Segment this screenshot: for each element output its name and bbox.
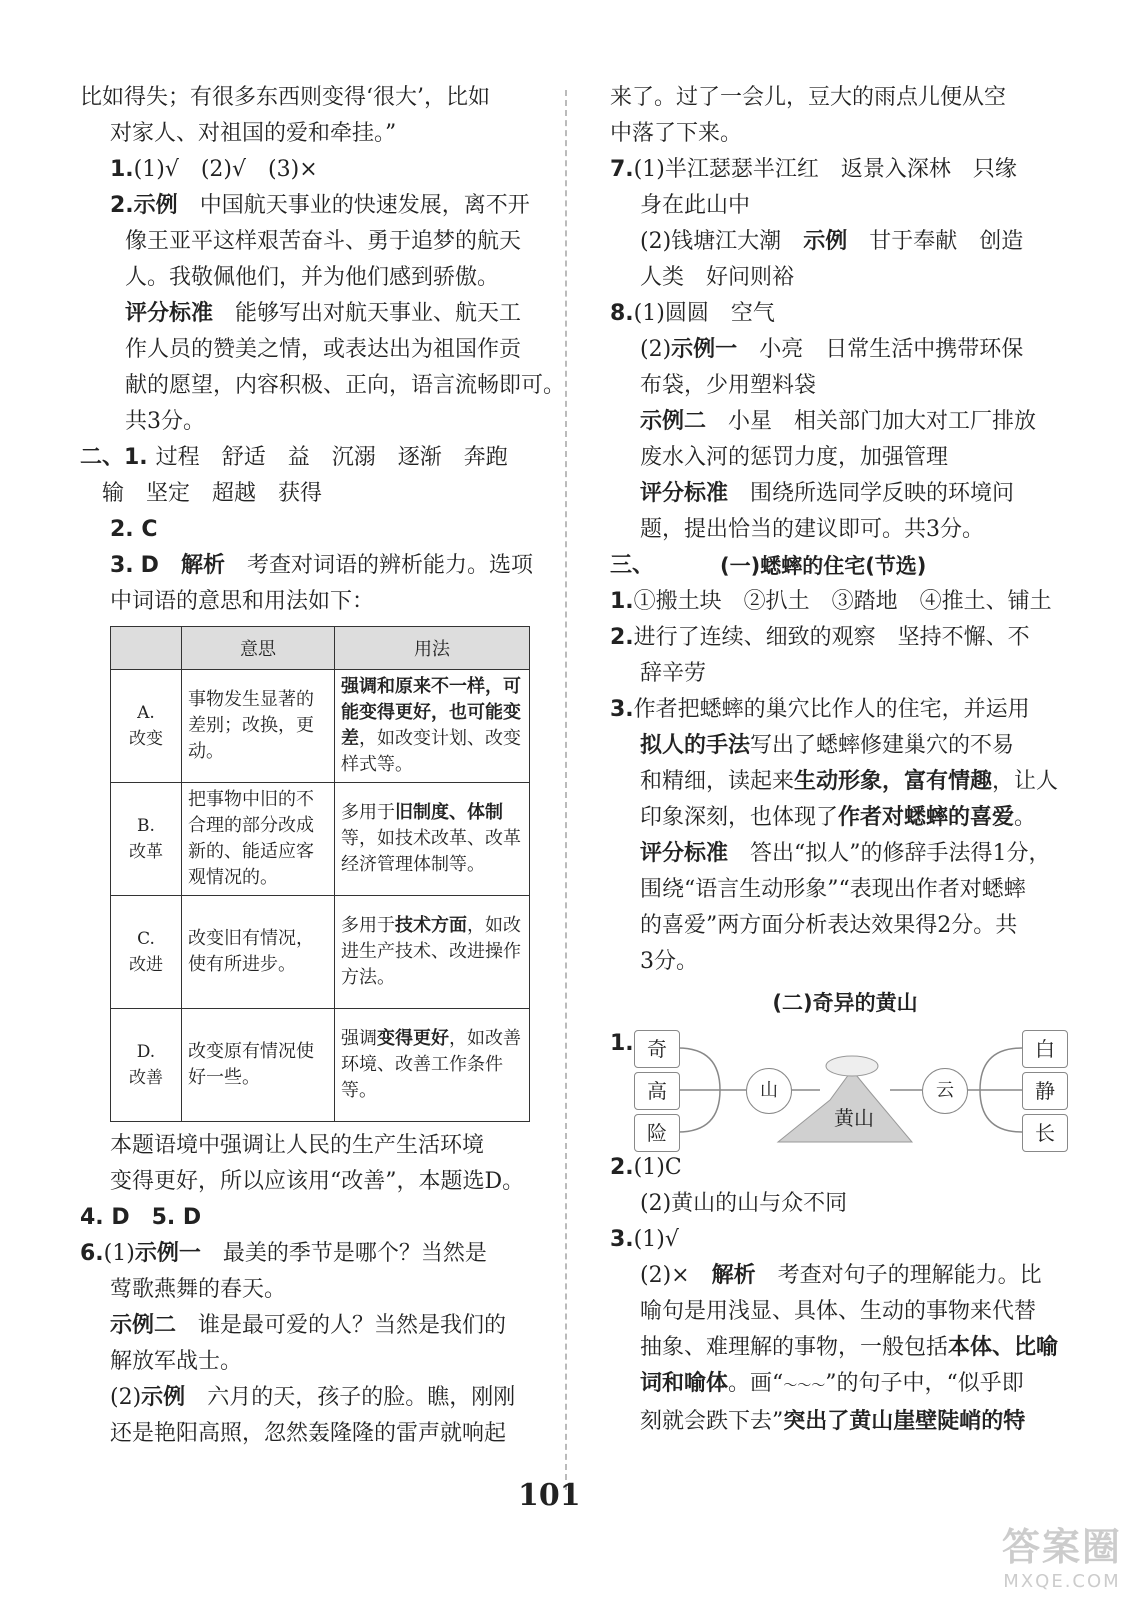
text-line: 的喜爱”两方面分析表达效果得2分。共 (640, 913, 1018, 938)
text-line: 抽象、难理解的事物，一般包括本体、比喻 (640, 1335, 1059, 1360)
answer-2: 2.示例 中国航天事业的快速发展，离不开 (110, 193, 530, 218)
right-column (610, 80, 1080, 1440)
text-line: 中词语的意思和用法如下： (110, 589, 375, 614)
example-tag: 示例 (133, 193, 178, 218)
text-line: 共3分。 (125, 409, 205, 434)
table-header-row: 意思 用法 (111, 627, 530, 670)
text-line: 刻就会跌下去”突出了黄山崖壁陡峭的特 (640, 1409, 1026, 1434)
text-line: 对家人、对祖国的爱和牵挂。” (110, 121, 397, 146)
analysis-tag: 解析 (180, 553, 225, 578)
section-title: (二)奇异的黄山 (772, 991, 918, 1015)
text-line: (2)× 解析 考查对句子的理解能力。比 (640, 1263, 1042, 1288)
text-line: 拟人的手法写出了蟋蟀修建巢穴的不易 (640, 733, 1015, 758)
text-line: 围绕“语言生动形象”“表现出作者对蟋蟀 (640, 877, 1026, 902)
text-line: 还是艳阳高照，忽然轰隆隆的雷声就响起 (110, 1421, 507, 1446)
text-line: 解放军战士。 (110, 1349, 243, 1374)
answer-1: 1.(1)√ (2)√ (3)× (110, 157, 318, 182)
text-line: 中落了下来。 (610, 121, 743, 146)
answer-7: 7.(1)半江瑟瑟半江红 返景入深林 只缘 (610, 157, 1017, 182)
text-line: (2)黄山的山与众不同 (640, 1191, 848, 1216)
text-line: (2)示例一 小亮 日常生活中携带环保 (640, 337, 1024, 362)
text-line: 来了。过了一会儿，豆大的雨点儿便从空 (610, 85, 1007, 110)
left-column (80, 80, 566, 1452)
answer-2: 2.进行了连续、细致的观察 坚持不懈、不 (610, 625, 1030, 650)
table-row: B. 改革 把事物中旧的不合理的部分改成新的、能适应客观情况的。 多用于旧制度、体制等，如技术改革、改革经济管理体制等。 (111, 783, 530, 896)
answer-1: 1.①搬土块 ②扒土 ③踏地 ④推土、铺土 (610, 589, 1052, 614)
section-title: (一)蟋蟀的住宅(节选) (720, 554, 927, 578)
text-line: 作人员的赞美之情，或表达出为祖国作贡 (125, 337, 522, 362)
section-3-heading: 三、 (一)蟋蟀的住宅(节选) (610, 548, 1080, 584)
trait-box: 静 (1022, 1072, 1068, 1110)
page-number: 101 (518, 1478, 581, 1513)
text-line: 像王亚平这样艰苦奋斗、勇于追梦的航天 (125, 229, 522, 254)
text-line: 3分。 (640, 949, 698, 974)
text-line: 布袋，少用塑料袋 (640, 373, 817, 398)
text-line: 献的愿望，内容积极、正向，语言流畅即可。 (125, 373, 566, 398)
text-line: (2)钱塘江大潮 示例 甘于奉献 创造 (640, 229, 1024, 254)
wavy-mark: ～～～ (783, 1378, 826, 1394)
answer-2: 2. C (110, 517, 158, 542)
words-line: 输 坚定 超越 获得 (102, 481, 323, 506)
huangshan-diagram (630, 1030, 1070, 1150)
answer-8: 8.(1)圆圆 空气 (610, 301, 775, 326)
center-label: 黄山 (834, 1106, 874, 1130)
word-comparison-table (110, 626, 530, 1122)
text-line: 人。我敬佩他们，并为他们感到骄傲。 (125, 265, 500, 290)
answer-3: 3.(1)√ (610, 1227, 679, 1252)
text-line: 莺歌燕舞的春天。 (110, 1277, 287, 1302)
scoring-standard: 评分标准 围绕所选同学反映的环境问 (640, 481, 1015, 506)
text-line: 印象深刻，也体现了作者对蟋蟀的喜爱。 (640, 805, 1037, 830)
table-row: C. 改进 改变旧有情况，使有所进步。 多用于技术方面，如改进生产技术、改进操作方法。 (111, 896, 530, 1009)
table-row: D. 改善 改变原有情况使好一些。 强调变得更好，如改善环境、改善工作条件等。 (111, 1009, 530, 1122)
cloud-circle: 云 (922, 1068, 968, 1114)
watermark: 答案圈 MXQE.COM (1001, 1525, 1122, 1592)
text-line: 废水入河的惩罚力度，加强管理 (640, 445, 949, 470)
answer-4-5: 4. D 5. D (80, 1205, 202, 1230)
table-row: A. 改变 事物发生显著的差别；改换，更动。 强调和原来不一样，可能变得更好，也可能变差，如改变计划、改变样式等。 (111, 670, 530, 783)
text-line: 比如得失；有很多东西则变得‘很大’，比如 (80, 85, 490, 110)
text-line: 词和喻体。画“～～～”的句子中，“似乎即 (640, 1371, 1024, 1396)
trait-box: 奇 (634, 1030, 680, 1068)
answer-3: 3. D 解析 考查对词语的辨析能力。选项 (110, 553, 533, 578)
cloud-icon (826, 1056, 878, 1076)
text-line: 示例二 小星 相关部门加大对工厂排放 (640, 409, 1037, 434)
column-divider (565, 90, 567, 1490)
text-line: 喻句是用浅显、具体、生动的事物来代替 (640, 1299, 1037, 1324)
answer-3: 3.作者把蟋蟀的巢穴比作人的住宅，并运用 (610, 697, 1030, 722)
section-number: 二、1. (80, 445, 148, 470)
text-line: 示例二 谁是最可爱的人？当然是我们的 (110, 1313, 507, 1338)
text-line: 题，提出恰当的建议即可。共3分。 (640, 517, 984, 542)
mountain-circle: 山 (746, 1068, 792, 1114)
section-2-answer-1: 二、1. 过程 舒适 益 沉溺 逐渐 奔跑 (80, 440, 550, 476)
trait-box: 长 (1022, 1114, 1068, 1152)
text-line: (2)示例 六月的天，孩子的脸。瞧，刚刚 (110, 1385, 516, 1410)
scoring-standard: 评分标准 答出“拟人”的修辞手法得1分， (640, 841, 1051, 866)
text-line: 身在此山中 (640, 193, 751, 218)
question-number: 2. (110, 193, 134, 218)
text-line: 本题语境中强调让人民的生产生活环境 (110, 1133, 485, 1158)
answer-6: 6.(1)示例一 最美的季节是哪个？当然是 (80, 1241, 487, 1266)
trait-box: 高 (634, 1072, 680, 1110)
text-line: 变得更好，所以应该用“改善”，本题选D。 (110, 1169, 525, 1194)
text-line: 人类 好问则裕 (640, 265, 795, 290)
text-line: 辞辛劳 (640, 661, 707, 686)
scoring-standard: 评分标准 能够写出对航天事业、航天工 (125, 301, 522, 326)
answer-1: 1. 奇 高 险 山 黄山 云 白 静 长 (610, 1026, 1080, 1150)
trait-box: 白 (1022, 1030, 1068, 1068)
question-number: 1. (110, 157, 134, 182)
trait-box: 险 (634, 1114, 680, 1152)
answer-2: 2.(1)C (610, 1155, 682, 1180)
text-line: 和精细，读起来生动形象，富有情趣，让人 (640, 769, 1059, 794)
